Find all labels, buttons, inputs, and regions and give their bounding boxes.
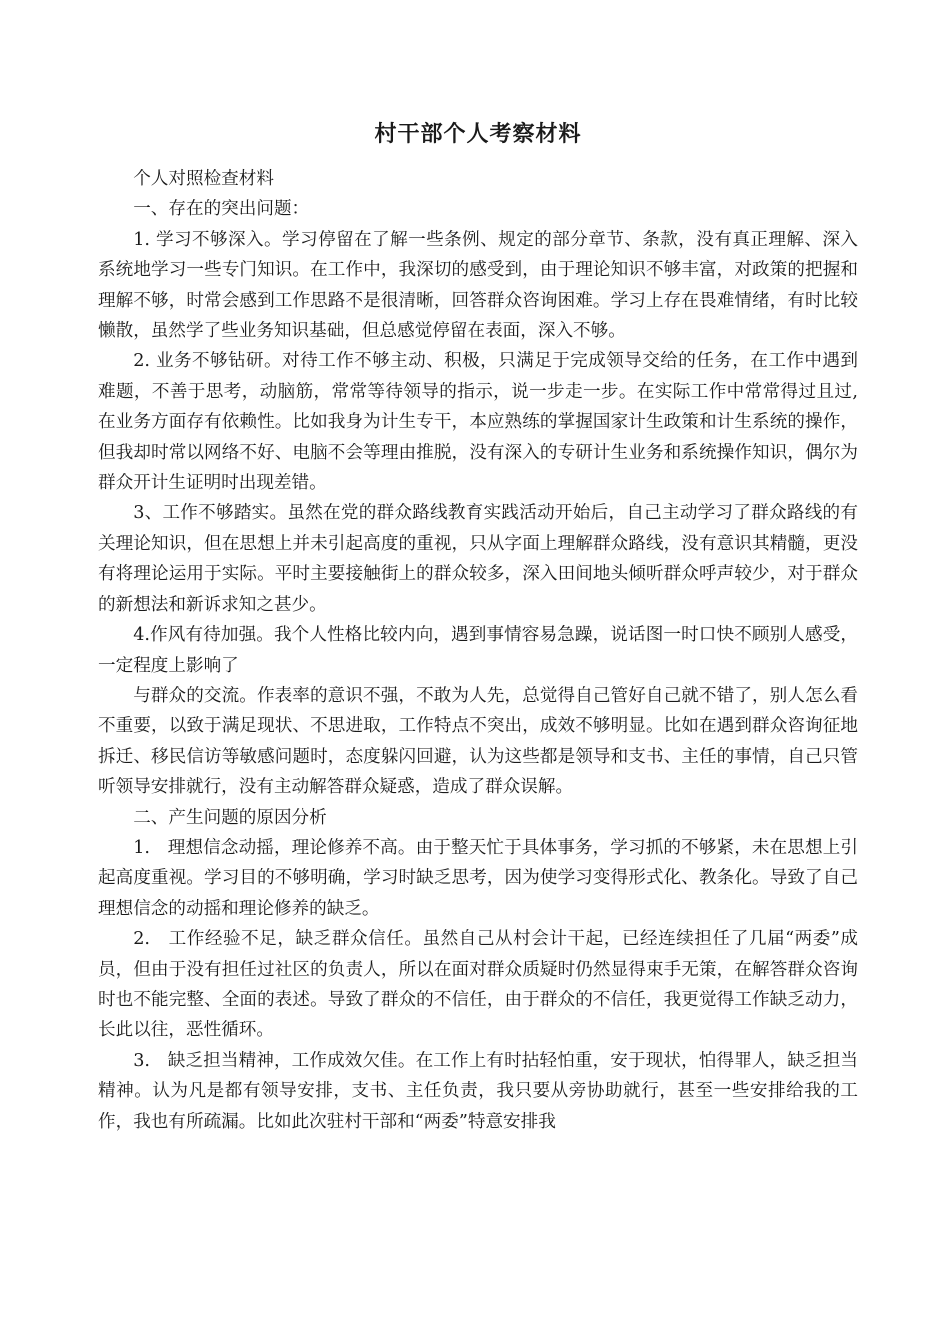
cause-paragraph-3: 3. 缺乏担当精神，工作成效欠佳。在工作上有时拈轻怕重，安于现状，怕得罪人，缺乏担当精神。认为凡是都有领导安排，支书、主任负责，我只要从旁协助就行，甚至一些安排给我的工作，我也有所疏漏。比如此次驻村干部和“两委”特意安排我 <box>98 1050 858 1132</box>
document-title: 村干部个人考察材料 <box>374 121 582 147</box>
cause-paragraph-1: 1. 理想信念动摇，理论修养不高。由于整天忙于具体事务，学习抓的不够紧，未在思想上引起高度重视。学习目的不够明确，学习时缺乏思考，因为使学习变得形式化、教条化。导致了自己理想信念的动摇和理论修养的缺乏。 <box>98 837 858 919</box>
problem-paragraph-2: 2. 业务不够钻研。对待工作不够主动、积极，只满足于完成领导交给的任务，在工作中遇到难题，不善于思考，动脑筋，常常等待领导的指示，说一步走一步。在实际工作中常常得过且过,在业务方面存有依赖性。比如我身为计生专干，本应熟练的掌握国家计生政策和计生系统的操作，但我却时常以网络不好、电脑不会等理由推脱，没有深入的专研计生业务和系统操作知识，偶尔为群众开计生证明时出现差错。 <box>98 351 858 494</box>
subtitle-paragraph: 个人对照检查材料 <box>133 169 274 189</box>
cause-paragraph-2: 2. 工作经验不足，缺乏群众信任。虽然自己从村会计干起，已经连续担任了几届“两委”成员，但由于没有担任过社区的负责人，所以在面对群众质疑时仍然显得束手无策，在解答群众咨询时也不能完整、全面的表述。导致了群众的不信任，由于群众的不信任，我更觉得工作缺乏动力，长此以往，恶性循环。 <box>98 929 858 1041</box>
problem-paragraph-3: 3、工作不够踏实。虽然在党的群众路线教育实践活动开始后，自己主动学习了群众路线的有关理论知识，但在思想上并未引起高度的重视，只从字面上理解群众路线，没有意识其精髓，更没有将理论运用于实际。平时主要接触街上的群众较多，深入田间地头倾听群众呼声较少，对于群众的新想法和新诉求知之甚少。 <box>98 503 858 615</box>
section-heading-causes: 二、产生问题的原因分析 <box>133 807 327 828</box>
problem-paragraph-4-continued: 与群众的交流。作表率的意识不强，不敢为人先，总觉得自己管好自己就不错了，别人怎么看不重要，以致于满足现状、不思进取，工作特点不突出，成效不够明显。比如在遇到群众咨询征地拆迁、移民信访等敏感问题时，态度躲闪回避，认为这些都是领导和支书、主任的事情，自己只管听领导安排就行，没有主动解答群众疑惑，造成了群众误解。 <box>98 685 858 798</box>
problem-paragraph-1: 1. 学习不够深入。学习停留在了解一些条例、规定的部分章节、条款，没有真正理解、深入系统地学习一些专门知识。在工作中，我深切的感受到，由于理论知识不够丰富，对政策的把握和理解不够，时常会感到工作思路不是很清晰，回答群众咨询困难。学习上存在畏难情绪，有时比较懒散，虽然学了些业务知识基础，但总感觉停留在表面，深入不够。 <box>98 229 858 342</box>
document-page <box>98 108 858 1137</box>
problem-paragraph-4: 4.作风有待加强。我个人性格比较内向，遇到事情容易急躁，说话图一时口快不顾别人感受，一定程度上影响了 <box>98 625 858 676</box>
section-heading-problems: 一、存在的突出问题： <box>133 199 310 220</box>
